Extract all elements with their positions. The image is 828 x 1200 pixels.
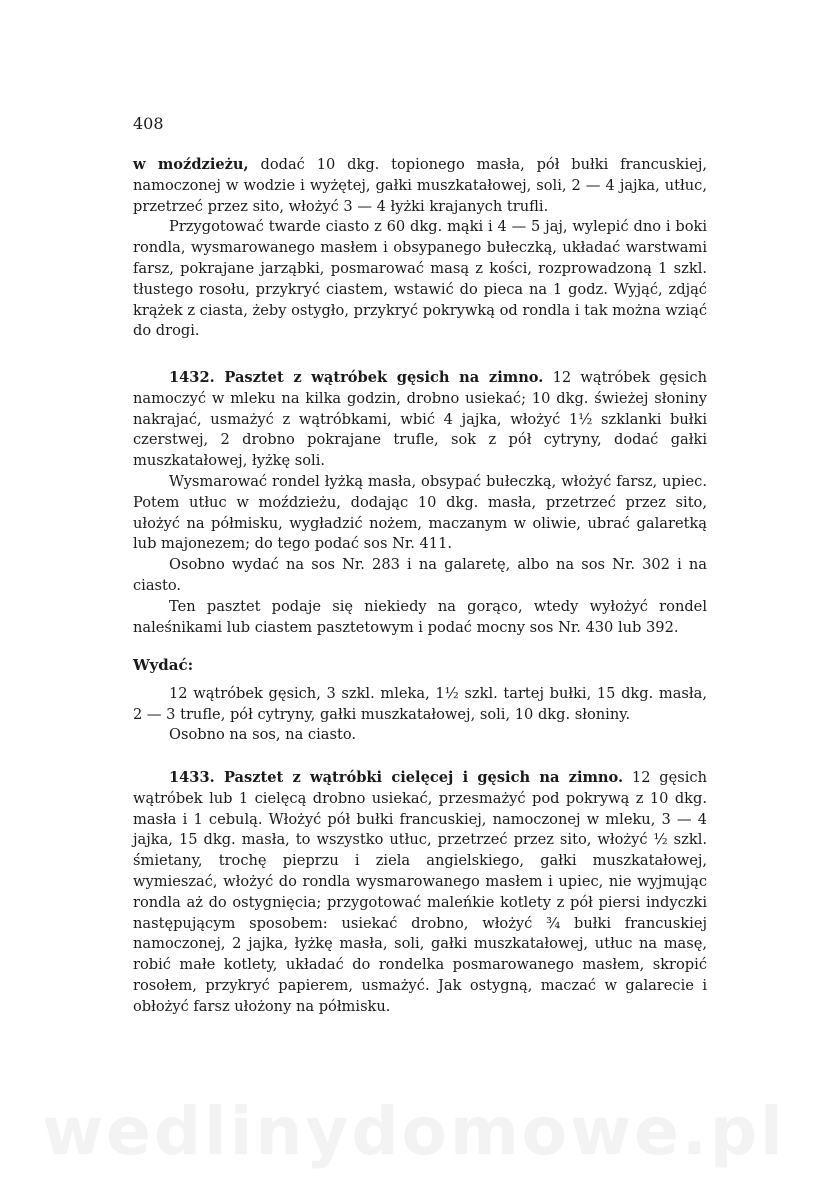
serve-line-2: Osobno na sos, na ciasto. [169,726,356,744]
recipe-1433-body: 12 gęsich wątróbek lub 1 cielęcą drobno usiekać, przesmażyć pod pokrywą z 10 dkg. masła i 1 cebulą. Włożyć pół bułki francuskiej, namoczonej w mleku, 3 — 4 jajka, 15 dkg. masła, to wszystko utłuc, przetrzeć przez sito, włożyć ½ szkl. śmietany, trochę pieprzu i ziela angielskiego, gałki muszkatałowej, wymieszać, włożyć do rondla wysmarowanego masłem i upiec, nie wyjmując rondla aż do ostygnięcia; przygotować maleńkie kotlety z pół piersi indyczki następującym sposobem: usiekać drobno, włożyć ¾ bułki francuskiej namoczonej, 2 jajka, łyżkę masła, soli, gałki muszkatałowej, utłuc na masę, robić małe kotlety, układać do rondelka posmarowanego masłem, skropić rosołem, przykryć papierem, usmażyć. Jak ostygną, maczać w galarecie i obłożyć farsz ułożony na półmisku. [133,769,707,1015]
recipe-1433-paragraph [133,768,707,1018]
page-number: 408 [133,114,164,133]
continuation-text [133,155,707,342]
serve-section [133,655,707,746]
recipe-1432-paragraph-3: Osobno wydać na sos Nr. 283 i na galaretę, albo na sos Nr. 302 i na ciasto. [133,556,707,594]
continuation-paragraph-1 [133,155,707,217]
recipe-1432-paragraph-2: Wysmarować rondel łyżką masła, obsypać bułeczką, włożyć farsz, upiec. Potem utłuc w moździeżu, dodając 10 dkg. masła, przetrzeć przez sito, ułożyć na półmisku, wygładzić nożem, maczanym w oliwie, ubrać galaretką lub majonezem; do tego podać sos Nr. 411. [133,472,707,553]
watermark: wedlinydomowe.pl [42,1093,786,1170]
recipe-1432-intro [133,368,707,472]
serve-line-1: 12 wątróbek gęsich, 3 szkl. mleka, 1½ szkl. tartej bułki, 15 dkg. masła, 2 — 3 trufle, pół cytryny, gałki muszkatałowej, soli, 10 dkg. słoniny. [133,684,707,723]
continuation-paragraph-2: Przygotować twarde ciasto z 60 dkg. mąki i 4 — 5 jaj, wylepić dno i boki rondla, wysmarowanego masłem i obsypanego bułeczką, układać warstwami farsz, pokrajane jarząbki, posmarować masą z kości, rozprowadzoną 1 szkl. tłustego rosołu, przykryć ciastem, wstawić do pieca na 1 godz. Wyjąć, zdjąć krążek z ciasta, żeby ostygło, przykryć pokrywką od rondla i tak można wziąć do drogi. [133,218,708,340]
continuation-lead: w moździeżu, [133,156,249,173]
recipe-1433 [133,768,707,1018]
recipe-1432-intro-text: 12 wątróbek gęsich namoczyć w mleku na kilka godzin, drobno usiekać; 10 dkg. świeżej słoniny nakrajać, usmażyć z wątróbkami, wbić 4 jajka, włożyć 1½ szklanki bułki czerstwej, 2 drobno pokrajane trufle, sok z pół cytryny, dodać gałki muszkatałowej, łyżkę soli. [133,369,707,470]
recipe-1433-title: 1433. Pasztet z wątróbki cielęcej i gęsich na zimno. [169,769,624,786]
recipe-1432-paragraph-4: Ten pasztet podaje się niekiedy na gorąco, wtedy wyłożyć rondel naleśnikami lub ciastem pasztetowym i podać mocny sos Nr. 430 lub 392. [133,597,707,636]
serve-heading: Wydać: [133,656,194,674]
continuation-body: dodać 10 dkg. topionego masła, pół bułki francuskiej, namoczonej w wodzie i wyżętej, gałki muszkatałowej, soli, 2 — 4 jajka, utłuc, przetrzeć przez sito, włożyć 3 — 4 łyżki krajanych trufli. [133,156,707,215]
recipe-1432-title: 1432. Pasztet z wątróbek gęsich na zimno. [169,369,544,386]
recipe-1432 [133,368,707,638]
